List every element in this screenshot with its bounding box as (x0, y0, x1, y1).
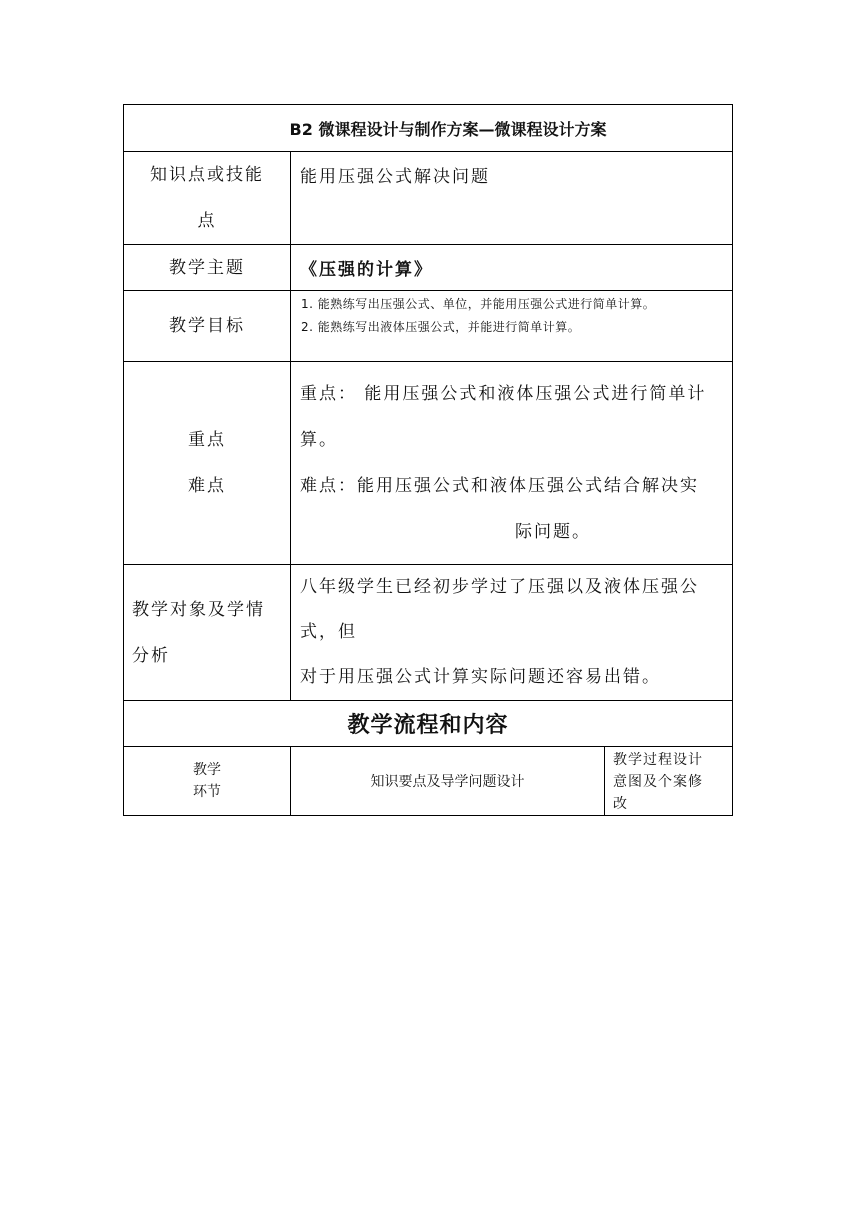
header-knowledge: 知识要点及导学问题设计 (291, 747, 605, 816)
knowledge-label-line1: 知识点或技能 (150, 165, 264, 185)
header-intent-line1: 教学过程设计 (613, 752, 703, 768)
goal-item: 1. 能熟练写出压强公式、单位，并能用压强公式进行简单计算。 (301, 297, 656, 311)
analysis-row (124, 565, 733, 701)
goals-value (291, 291, 733, 362)
theme-value: 《压强的计算》 (291, 245, 733, 291)
analysis-value (291, 565, 733, 701)
knowledge-row (124, 152, 733, 245)
keypoints-label-line2: 难点 (188, 476, 226, 496)
keypoints-label (124, 362, 291, 565)
keypoints-label-line1: 重点 (188, 430, 226, 450)
header-stage (124, 747, 291, 816)
theme-label: 教学主题 (124, 245, 291, 291)
goals-row (124, 291, 733, 362)
knowledge-label-line2: 点 (197, 211, 217, 231)
analysis-line1: 八年级学生已经初步学过了压强以及液体压强公 (300, 577, 699, 597)
keypoints-row (124, 362, 733, 565)
analysis-label-line2: 分析 (132, 645, 170, 666)
header-intent-line2: 意图及个案修 (613, 774, 703, 790)
design-plan-table (123, 104, 733, 816)
key-point-line1: 重点： 能用压强公式和液体压强公式进行简单计 (300, 384, 707, 404)
theme-row (124, 245, 733, 291)
keypoints-value (291, 362, 733, 565)
goal-item: 2. 能熟练写出液体压强公式，并能进行简单计算。 (301, 320, 581, 334)
difficulty-line2: 际问题。 (515, 522, 591, 542)
knowledge-value: 能用压强公式解决问题 (291, 152, 733, 245)
flow-row (124, 701, 733, 747)
analysis-line3: 对于用压强公式计算实际问题还容易出错。 (300, 667, 661, 687)
header-intent-line3: 改 (613, 796, 628, 812)
goals-label: 教学目标 (124, 291, 291, 362)
header-stage-line2: 环节 (193, 784, 221, 800)
flow-title: 教学流程和内容 (124, 701, 733, 747)
analysis-line2: 式，但 (300, 622, 357, 642)
flow-header-row (124, 747, 733, 816)
header-intent (605, 747, 733, 816)
analysis-label-line1: 教学对象及学情 (132, 599, 265, 620)
document-title: B2 微课程设计与制作方案—微课程设计方案 (124, 105, 733, 152)
key-point-line2: 算。 (300, 430, 338, 450)
analysis-label (124, 565, 291, 701)
header-stage-line1: 教学 (193, 762, 221, 778)
difficulty-line1: 难点：能用压强公式和液体压强公式结合解决实 (300, 476, 699, 496)
knowledge-label (124, 152, 291, 245)
